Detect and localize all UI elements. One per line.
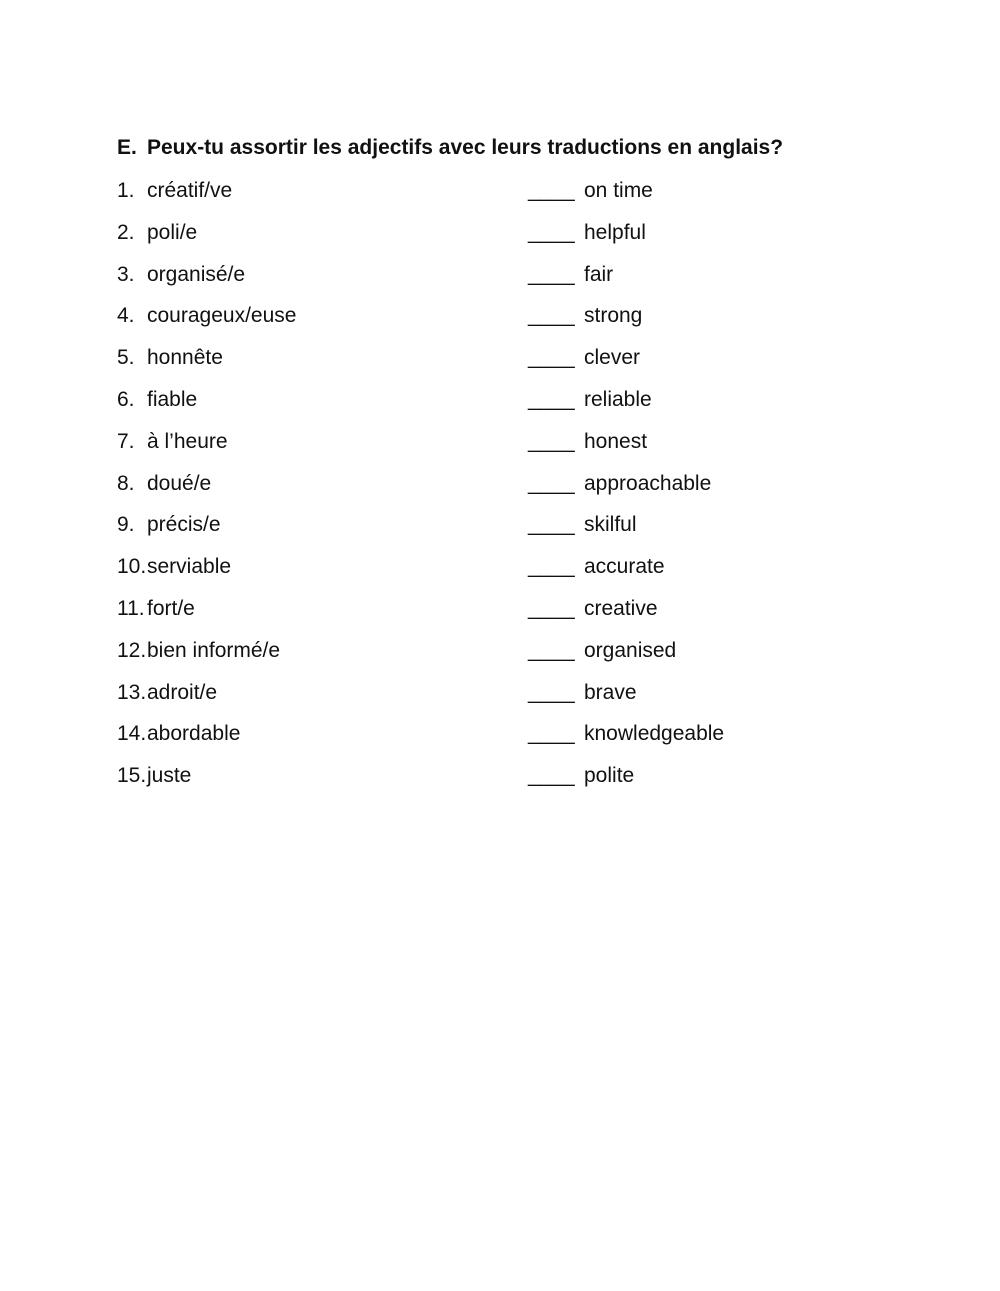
answer-blank: ____ bbox=[528, 346, 575, 370]
item-number: 8. bbox=[117, 471, 135, 495]
french-adjective: organisé/e bbox=[147, 262, 246, 286]
english-translation: brave bbox=[584, 680, 637, 704]
list-item bbox=[0, 426, 1000, 468]
item-number: 7. bbox=[117, 429, 135, 453]
list-item bbox=[0, 217, 1000, 259]
item-number: 14. bbox=[117, 722, 147, 746]
exercise-instruction: Peux-tu assortir les adjectifs avec leurs traductions en anglais? bbox=[147, 136, 784, 159]
answer-blank: ____ bbox=[528, 471, 575, 495]
french-adjective: honnête bbox=[147, 346, 223, 370]
item-number: 2. bbox=[117, 220, 135, 244]
french-adjective: adroit/e bbox=[147, 680, 218, 704]
english-translation: approachable bbox=[584, 471, 712, 495]
english-translation: fair bbox=[584, 262, 614, 286]
answer-blank: ____ bbox=[528, 638, 575, 662]
list-item bbox=[0, 509, 1000, 551]
english-translation: on time bbox=[584, 179, 653, 202]
item-number: 3. bbox=[117, 262, 135, 286]
english-translation: knowledgeable bbox=[584, 722, 725, 746]
list-item bbox=[0, 593, 1000, 635]
item-number: 13. bbox=[117, 680, 147, 704]
list-item bbox=[0, 300, 1000, 342]
french-adjective: juste bbox=[147, 764, 192, 788]
item-number: 12. bbox=[117, 638, 147, 662]
list-item bbox=[0, 175, 1000, 217]
english-translation: strong bbox=[584, 304, 643, 328]
item-number: 10. bbox=[117, 555, 147, 579]
english-translation: organised bbox=[584, 638, 677, 662]
english-translation: accurate bbox=[584, 555, 665, 579]
answer-blank: ____ bbox=[528, 304, 575, 328]
item-number: 1. bbox=[117, 179, 135, 202]
answer-blank: ____ bbox=[528, 596, 575, 620]
english-translation: skilful bbox=[584, 513, 637, 537]
english-translation: reliable bbox=[584, 387, 652, 411]
french-adjective: poli/e bbox=[147, 220, 198, 244]
item-number: 4. bbox=[117, 304, 135, 328]
answer-blank: ____ bbox=[528, 555, 575, 579]
answer-blank: ____ bbox=[528, 764, 575, 788]
english-translation: honest bbox=[584, 429, 648, 453]
answer-blank: ____ bbox=[528, 262, 575, 286]
french-adjective: serviable bbox=[147, 555, 232, 579]
list-item bbox=[0, 760, 1000, 802]
french-adjective: courageux/euse bbox=[147, 304, 297, 328]
answer-blank: ____ bbox=[528, 513, 575, 537]
answer-blank: ____ bbox=[528, 722, 575, 746]
french-adjective: créatif/ve bbox=[147, 179, 233, 202]
list-item bbox=[0, 718, 1000, 760]
french-adjective: bien informé/e bbox=[147, 638, 281, 662]
french-adjective: doué/e bbox=[147, 471, 212, 495]
item-number: 9. bbox=[117, 513, 135, 537]
french-adjective: abordable bbox=[147, 722, 241, 746]
exercise-letter: E. bbox=[117, 136, 137, 159]
list-item bbox=[0, 551, 1000, 593]
answer-blank: ____ bbox=[528, 680, 575, 704]
list-item bbox=[0, 384, 1000, 426]
matching-list bbox=[0, 175, 1000, 802]
list-item bbox=[0, 468, 1000, 510]
list-item bbox=[0, 635, 1000, 677]
item-number: 15. bbox=[117, 764, 147, 788]
exercise-heading bbox=[117, 136, 783, 160]
answer-blank: ____ bbox=[528, 220, 575, 244]
english-translation: creative bbox=[584, 596, 658, 620]
french-adjective: fiable bbox=[147, 387, 198, 411]
list-item bbox=[0, 677, 1000, 719]
item-number: 5. bbox=[117, 346, 135, 370]
list-item bbox=[0, 259, 1000, 301]
french-adjective: fort/e bbox=[147, 596, 195, 620]
answer-blank: ____ bbox=[528, 429, 575, 453]
french-adjective: précis/e bbox=[147, 513, 221, 537]
answer-blank: ____ bbox=[528, 387, 575, 411]
item-number: 11. bbox=[117, 596, 145, 620]
list-item bbox=[0, 342, 1000, 384]
item-number: 6. bbox=[117, 387, 135, 411]
english-translation: polite bbox=[584, 764, 635, 788]
english-translation: helpful bbox=[584, 220, 646, 244]
answer-blank: ____ bbox=[528, 179, 575, 202]
french-adjective: à l’heure bbox=[147, 429, 228, 453]
english-translation: clever bbox=[584, 346, 641, 370]
